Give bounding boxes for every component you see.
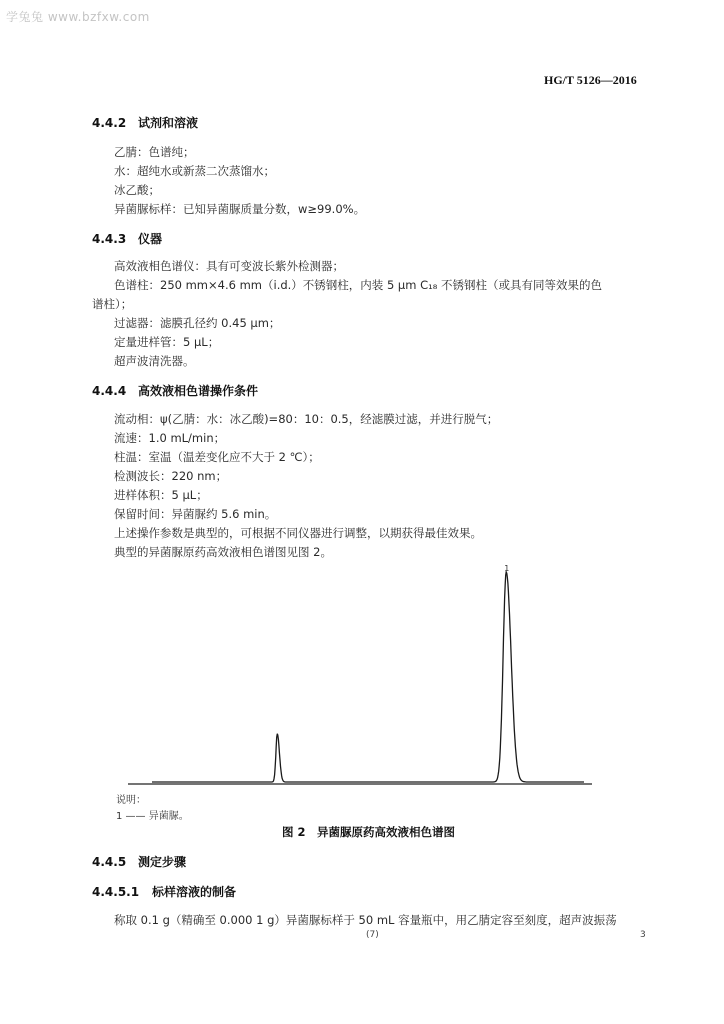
page-number: 3	[640, 930, 646, 940]
figure-caption: 图 2 异菌脲原药高效液相色谱图	[282, 825, 456, 839]
condition-line: 流动相：ψ(乙腈：水：冰乙酸)=80：10：0.5，经滤膜过滤，并进行脱气；	[114, 412, 499, 426]
procedure-line: 称取 0.1 g（精确至 0.000 1 g）异菌脲标样于 50 mL 容量瓶中，用乙腈定容至刻度，超声波振荡	[114, 913, 617, 927]
instrument-line: 过滤器：滤膜孔径约 0.45 μm；	[114, 316, 281, 330]
instrument-line: 高效液相色谱仪：具有可变波长紫外检测器；	[114, 259, 344, 273]
condition-line: 检测波长：220 nm；	[114, 469, 228, 483]
legend-title: 说明：	[116, 795, 146, 806]
heading-4-4-4: 4.4.4 高效液相色谱操作条件	[92, 384, 259, 398]
reagent-line: 水：超纯水或新蒸二次蒸馏水；	[114, 164, 275, 178]
condition-line: 进样体积：5 μL；	[114, 488, 208, 502]
legend-item: 1 —— 异菌脲。	[116, 811, 189, 822]
condition-line: 保留时间：异菌脲约 5.6 min。	[114, 507, 277, 521]
instrument-line: 超声波清洗器。	[114, 354, 195, 368]
heading-4-4-5-1: 4.4.5.1 标样溶液的制备	[92, 885, 237, 899]
heading-4-4-5: 4.4.5 测定步骤	[92, 855, 187, 869]
condition-line: 流速：1.0 mL/min；	[114, 431, 226, 445]
watermark: 学兔兔 www.bzfxw.com	[6, 10, 150, 24]
heading-4-4-3: 4.4.3 仪器	[92, 232, 163, 246]
reagent-line: 异菌脲标样：已知异菌脲质量分数，w≥99.0%。	[114, 202, 366, 216]
condition-line: 上述操作参数是典型的，可根据不同仪器进行调整，以期获得最佳效果。	[114, 526, 482, 540]
condition-line: 柱温：室温（温差变化应不大于 2 ℃）；	[114, 450, 320, 464]
peak-label: 1	[504, 564, 510, 573]
heading-4-4-2: 4.4.2 试剂和溶液	[92, 116, 199, 130]
chromatogram-trace	[152, 572, 584, 782]
reagent-line: 乙腈：色谱纯；	[114, 145, 195, 159]
instrument-line: 谱柱）；	[92, 297, 133, 311]
footer-code: (7)	[366, 930, 379, 940]
standard-number: HG/T 5126—2016	[544, 73, 637, 87]
instrument-line: 色谱柱：250 mm×4.6 mm（i.d.）不锈钢柱，内装 5 μm C₁₈ 不锈钢柱（或具有同等效果的色	[114, 278, 603, 292]
condition-line: 典型的异菌脲原药高效液相色谱图见图 2。	[114, 545, 332, 559]
instrument-line: 定量进样管：5 μL；	[114, 335, 220, 349]
reagent-line: 冰乙酸；	[114, 183, 160, 197]
